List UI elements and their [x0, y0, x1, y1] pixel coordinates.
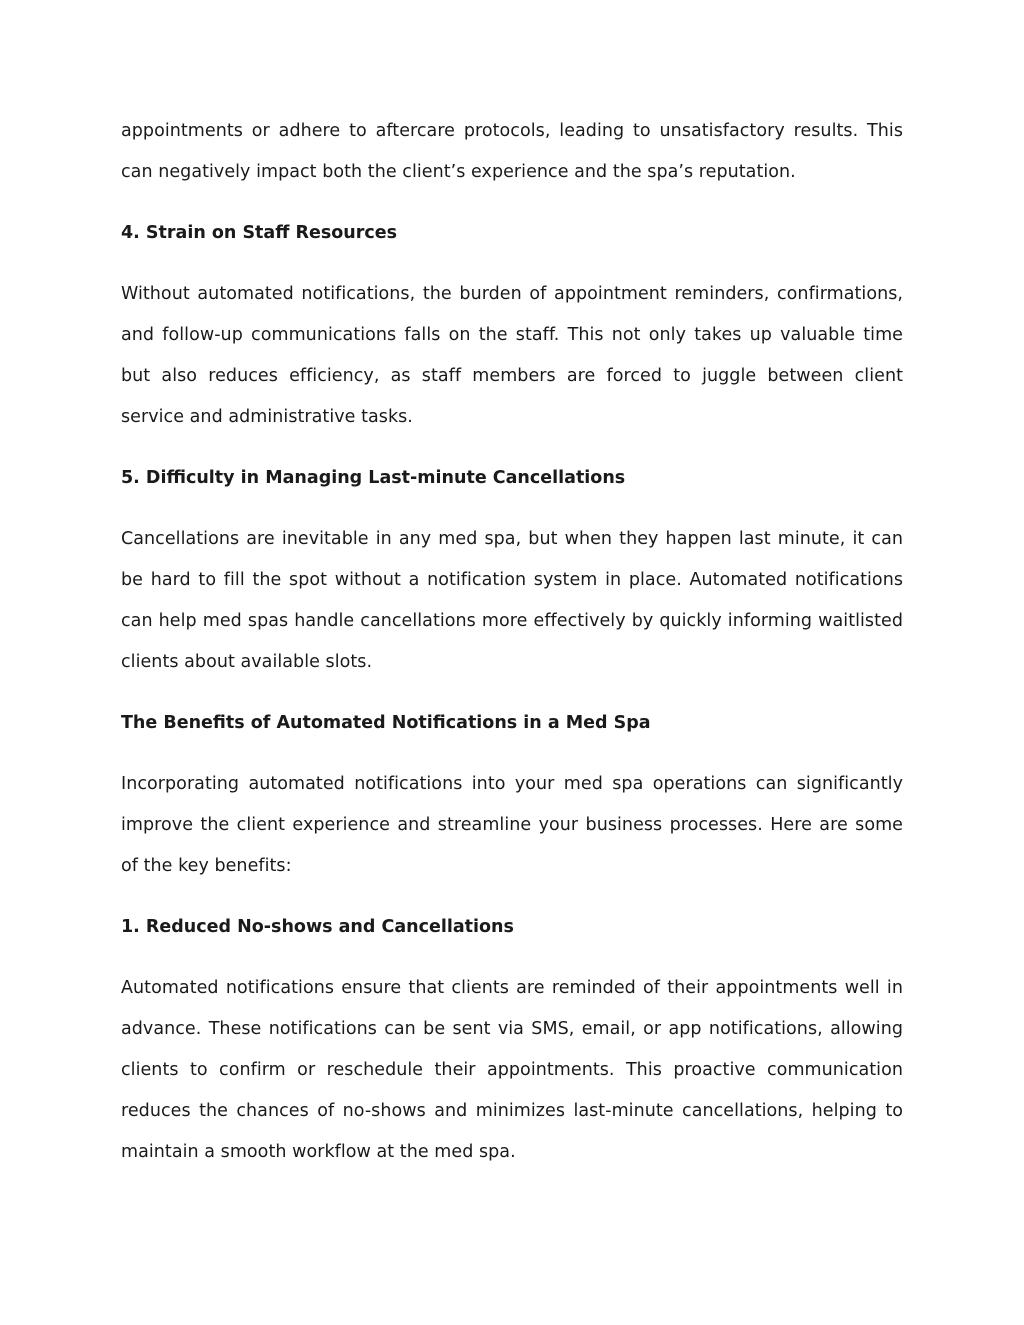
paragraph-strain-body: Without automated notifications, the burden of appointment reminders, confirmations, and follow-up communications falls on the staff. This not only takes up valuable time but also reduces efficiency, as staff members are forced to juggle between client service and administrative tasks. [121, 284, 903, 427]
document-page [121, 111, 903, 1173]
paragraph-reduced-noshows-body: Automated notifications ensure that clients are reminded of their appointments well in advance. These notifications can be sent via SMS, email, or app notifications, allowing clients to confirm or reschedule their appointments. This proactive communication reduces the chances of no-shows and minimizes last-minute cancellations, helping to maintain a smooth workflow at the med spa. [121, 978, 903, 1162]
heading-reduced-noshows: 1. Reduced No-shows and Cancellations [121, 917, 514, 937]
paragraph-benefits-intro: Incorporating automated notifications into your med spa operations can significantly improve the client experience and streamline your business processes. Here are some of the key benefits: [121, 774, 903, 876]
heading-benefits-section: The Benefits of Automated Notifications in a Med Spa [121, 713, 651, 733]
paragraph-intro-continuation: appointments or adhere to aftercare protocols, leading to unsatisfactory results. This can negatively impact both the client’s experience and the spa’s reputation. [121, 121, 903, 182]
paragraph-cancellations-body: Cancellations are inevitable in any med spa, but when they happen last minute, it can be hard to fill the spot without a notification system in place. Automated notifications can help med spas handle cancellations more effectively by quickly informing waitlisted clients about available slots. [121, 529, 903, 672]
heading-strain-on-staff: 4. Strain on Staff Resources [121, 223, 398, 243]
heading-last-minute-cancellations: 5. Difficulty in Managing Last-minute Cancellations [121, 468, 626, 488]
